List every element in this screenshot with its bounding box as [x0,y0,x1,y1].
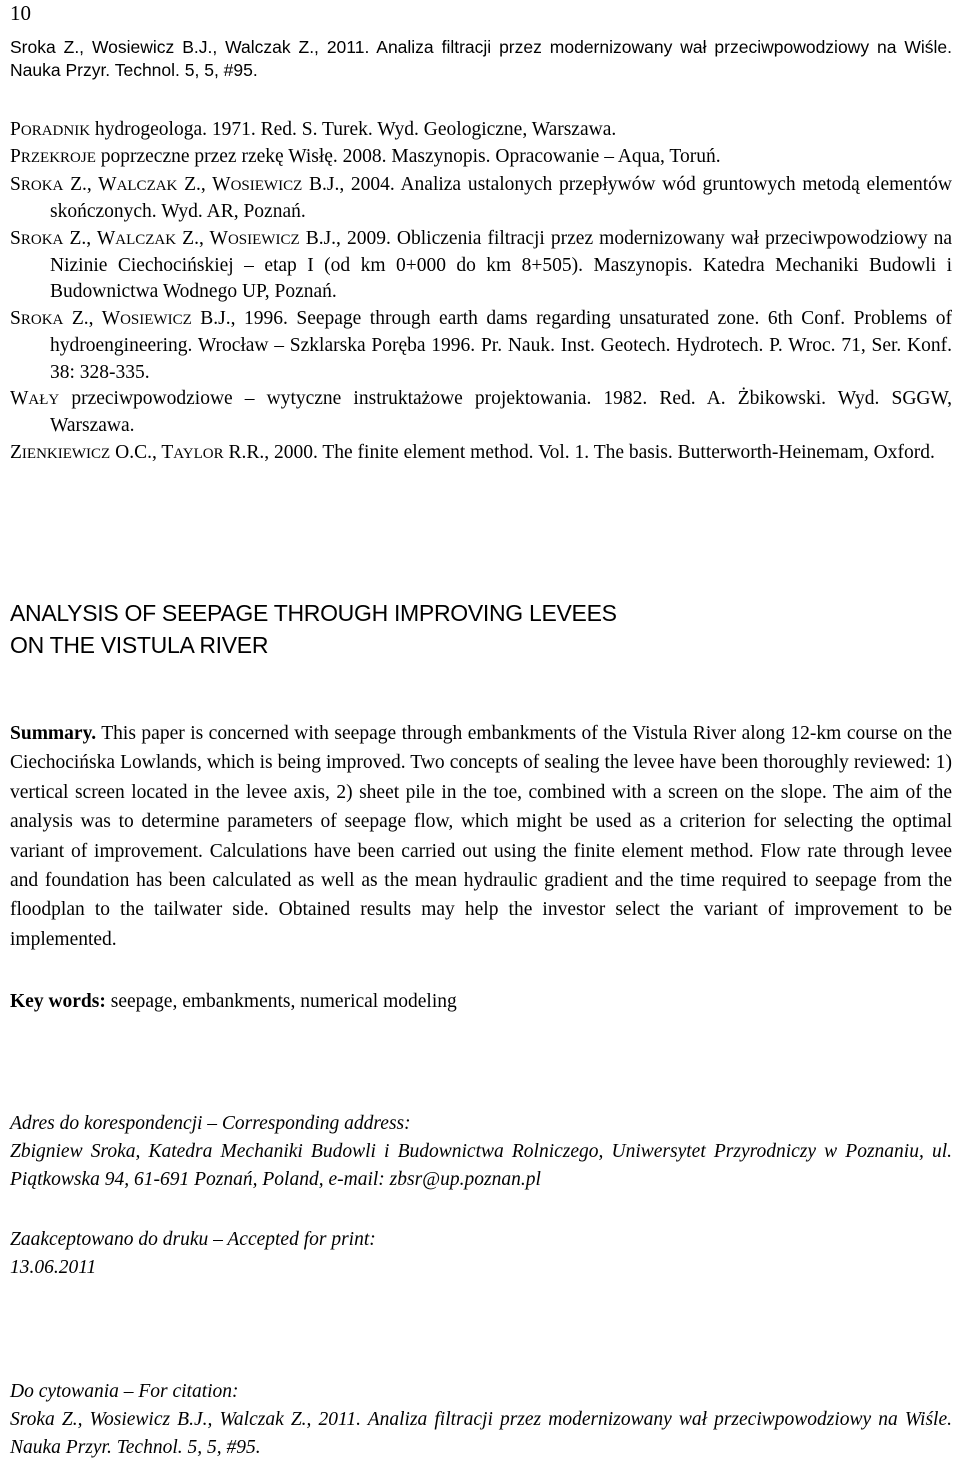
citation-text: Sroka Z., Wosiewicz B.J., Walczak Z., 2011. Analiza filtracji przez modernizowany wał przeciwpowodziowy na Wiśle. Nauka Przyr. Technol. 5, 5, #95. [10,1409,952,1458]
reference-item [10,386,952,440]
reference-list [10,117,952,467]
reference-authors: SROKA Z., WALCZAK Z., WOSIEWICZ B.J. [10,173,340,195]
reference-authors: SROKA Z., WALCZAK Z., WOSIEWICZ B.J. [10,227,337,249]
reference-item [10,144,952,171]
reference-details: , 2000. The finite element method. Vol. 1. The basis. Butterworth-Heinemam, Oxford. [264,441,935,463]
keywords-label: Key words: [10,991,106,1012]
reference-details: poprzeczne przez rzekę Wisłę. 2008. Maszynopis. Opracowanie – Aqua, Toruń. [95,146,721,168]
reference-item [10,306,952,386]
title-line: ON THE VISTULA RIVER [10,632,269,658]
reference-authors: SROKA Z., WOSIEWICZ B.J. [10,307,231,329]
reference-authors: ZIENKIEWICZ O.C., TAYLOR R.R. [10,441,265,463]
title-line: ANALYSIS OF SEEPAGE THROUGH IMPROVING LEVEES [10,600,617,626]
summary-text: This paper is concerned with seepage through embankments of the Vistula River along 12-km course on the Ciechocińska Lowlands, which is being improved. Two concepts of sealing the levee have been thoroughly reviewed: 1) vertical screen located in the levee axis, 2) sheet pile in the toe, combined with a screen on the slope. The aim of the analysis was to determine parameters of seepage flow, which might be used as a criterion for selecting the optimal variant of improvement. Calculations have been carried out using the finite element method. Flow rate through levee and foundation has been calculated as well as the mean hydraulic gradient and the time required to seepage from the floodplan to the tailwater side. Obtained results may help the investor select the variant of improvement to be implemented. [10,723,952,950]
running-header-citation: Sroka Z., Wosiewicz B.J., Walczak Z., 2011. Analiza filtracji przez modernizowany wał przeciwpowodziowy na Wiśle. Nauka Przyr. Technol. 5, 5, #95. [10,37,952,80]
reference-item [10,117,952,144]
reference-details: , 1996. Seepage through earth dams regarding unsaturated zone. 6th Conf. Problems of hydroengineering. Wrocław – Szklarska Poręba 1996. Pr. Nauk. Inst. Geotech. Hydrotech. P. Wroc. 71, Ser. Konf. 38: 328-335. [50,307,953,383]
accepted-heading: Zaakceptowano do druku – Accepted for print: [10,1229,376,1250]
reference-item [10,226,952,306]
english-title [10,597,952,661]
correspondence-address: Zbigniew Sroka, Katedra Mechaniki Budowli i Budownictwa Rolniczego, Uniwersytet Przyrodniczy w Poznaniu, ul. Piątkowska 94, 61-691 Poznań, Poland, e-mail: zbsr@up.poznan.pl [10,1141,952,1190]
summary-label: Summary. [10,723,97,744]
reference-details: hydrogeologa. 1971. Red. S. Turek. Wyd. Geologiczne, Warszawa. [90,119,617,140]
accepted-date: 13.06.2011 [10,1257,97,1278]
keywords-line [10,988,952,1016]
keywords-text: seepage, embankments, numerical modeling [105,991,457,1012]
summary-paragraph [10,719,952,954]
reference-authors: WAŁY [10,388,60,410]
page-number: 10 [10,1,31,25]
accepted-block [10,1226,952,1282]
reference-item [10,440,952,467]
citation-block [10,1378,952,1462]
reference-details: , 2004. Analiza ustalonych przepływów wód gruntowych metodą elementów skończonych. Wyd. AR, Poznań. [50,173,952,223]
reference-details: przeciwpowodziowe – wytyczne instruktażowe projektowania. 1982. Red. A. Żbikowski. Wyd. SGGW, Warszawa. [50,388,952,437]
citation-heading: Do cytowania – For citation: [10,1381,239,1402]
reference-authors: PORADNIK [10,119,91,140]
correspondence-heading: Adres do korespondencji – Corresponding address: [10,1113,411,1134]
correspondence-block [10,1110,952,1194]
reference-item [10,172,952,226]
reference-authors: PRZEKROJE [10,146,96,168]
reference-details: , 2009. Obliczenia filtracji przez modernizowany wał przeciwpowodziowy na Nizinie Ciechocińskiej – etap I (od km 0+000 do km 8+505). Maszynopis. Katedra Mechaniki Budowli i Budownictwa Wodnego UP, Poznań. [50,227,953,303]
